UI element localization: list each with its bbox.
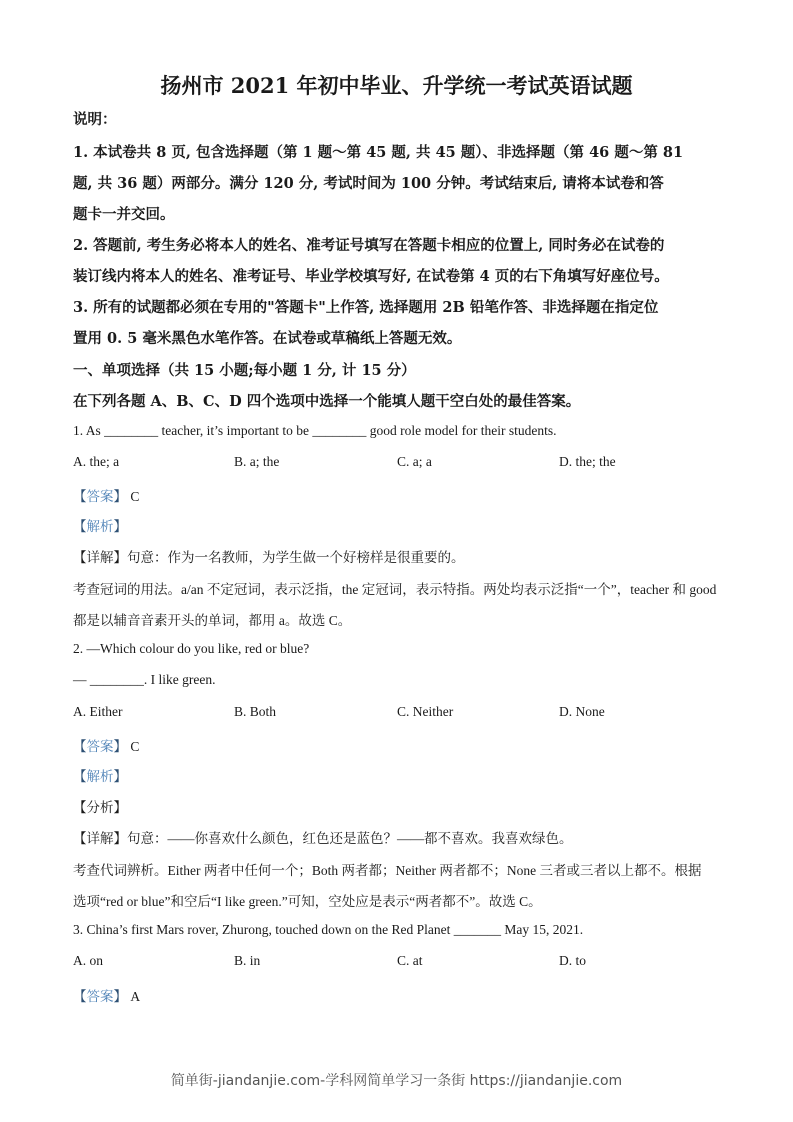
question-1-answer: 【答案】 C	[73, 489, 140, 504]
answer-label: 答案	[86, 739, 114, 754]
question-2-stem: 2. —Which colour do you like, red or blue?	[73, 641, 310, 656]
question-1-options	[73, 454, 733, 474]
instruction-line: 题卡一并交回。	[73, 206, 175, 223]
question-2-detail-line: 考查代词辨析。Either 两者中任何一个；Both 两者都；Neither 两者都不；None 三者或三者以上都不。根据	[73, 863, 702, 878]
instruction-line: 3. 所有的试题都必须在专用的"答题卡"上作答, 选择题用 2B 铅笔作答、非选择题在指定位	[73, 299, 659, 316]
option-a: A. the; a	[73, 454, 120, 469]
option-a: A. on	[73, 953, 103, 968]
question-2-answer: 【答案】 C	[73, 739, 140, 754]
option-d: D. None	[559, 704, 605, 719]
instruction-line: 1. 本试卷共 8 页, 包含选择题（第 1 题～第 45 题, 共 45 题）、非选择题（第 46 题～第 81	[73, 144, 684, 161]
option-d: D. the; the	[559, 454, 616, 469]
question-2-detail: 【详解】句意：——你喜欢什么颜色，红色还是蓝色？——都不喜欢。我喜欢绿色。	[73, 831, 573, 846]
question-1-stem: 1. As ________ teacher, it’s important to be ________ good role model for their students.	[73, 423, 557, 438]
question-2-options	[73, 704, 733, 724]
footer-watermark: 简单街-jiandanjie.com-学科网简单学习一条街 https://jiandanjie.com	[170, 1073, 623, 1089]
option-d: D. to	[559, 953, 586, 968]
document-title: 扬州市 2021 年初中毕业、升学统一考试英语试题	[160, 73, 633, 98]
question-3-options	[73, 953, 733, 973]
question-1-detail: 【详解】句意：作为一名教师，为学生做一个好榜样是很重要的。	[73, 550, 465, 565]
question-2-review-label: 【分析】	[73, 800, 127, 815]
option-b: B. a; the	[234, 454, 280, 469]
analysis-label: 解析	[86, 519, 114, 534]
option-b: B. Both	[234, 704, 277, 719]
detail-label: 【详解】	[73, 550, 127, 565]
instruction-line: 装订线内将本人的姓名、准考证号、毕业学校填写好, 在试卷第 4 页的右下角填写好座位号。	[73, 268, 669, 285]
question-1-analysis-label: 【解析】	[73, 519, 127, 534]
question-2-stem-reply: — ________. I like green.	[73, 672, 216, 687]
instruction-line: 置用 0. 5 毫米黑色水笔作答。在试卷或草稿纸上答题无效。	[73, 330, 462, 347]
detail-label: 【详解】	[73, 831, 127, 846]
instruction-line: 题, 共 36 题）两部分。满分 120 分, 考试时间为 100 分钟。考试结束后, 请将本试卷和答	[73, 175, 664, 192]
section-directions: 在下列各题 A、B、C、D 四个选项中选择一个能填人题干空白处的最佳答案。	[73, 393, 581, 410]
question-1-detail-line: 考查冠词的用法。a/an 不定冠词，表示泛指，the 定冠词，表示特指。两处均表示泛指“一个”，teacher 和 good	[73, 582, 717, 597]
option-c: C. a; a	[397, 454, 432, 469]
answer-value: A	[130, 989, 141, 1004]
option-a: A. Either	[73, 704, 123, 719]
analysis-label: 解析	[86, 769, 114, 784]
section-heading: 一、单项选择（共 15 小题;每小题 1 分, 计 15 分）	[73, 362, 416, 379]
answer-value: C	[130, 489, 140, 504]
option-c: C. at	[397, 953, 423, 968]
answer-value: C	[130, 739, 140, 754]
instruction-line: 2. 答题前, 考生务必将本人的姓名、准考证号填写在答题卡相应的位置上, 同时务必在试卷的	[73, 237, 665, 254]
question-3-stem: 3. China’s first Mars rover, Zhurong, touched down on the Red Planet _______ May 15, 2021.	[73, 922, 584, 937]
question-2-analysis-label: 【解析】	[73, 769, 127, 784]
answer-label: 答案	[86, 489, 114, 504]
option-b: B. in	[234, 953, 261, 968]
question-1-detail-line: 都是以辅音音素开头的单词，都用 a。故选 C。	[73, 613, 352, 628]
instructions-heading: 说明：	[73, 111, 117, 128]
option-c: C. Neither	[397, 704, 454, 719]
answer-label: 答案	[86, 989, 114, 1004]
question-3-answer: 【答案】 A	[73, 989, 141, 1004]
question-2-detail-line: 选项“red or blue”和空后“I like green.”可知，空处应是表示“两者都不”。故选 C。	[73, 894, 542, 909]
